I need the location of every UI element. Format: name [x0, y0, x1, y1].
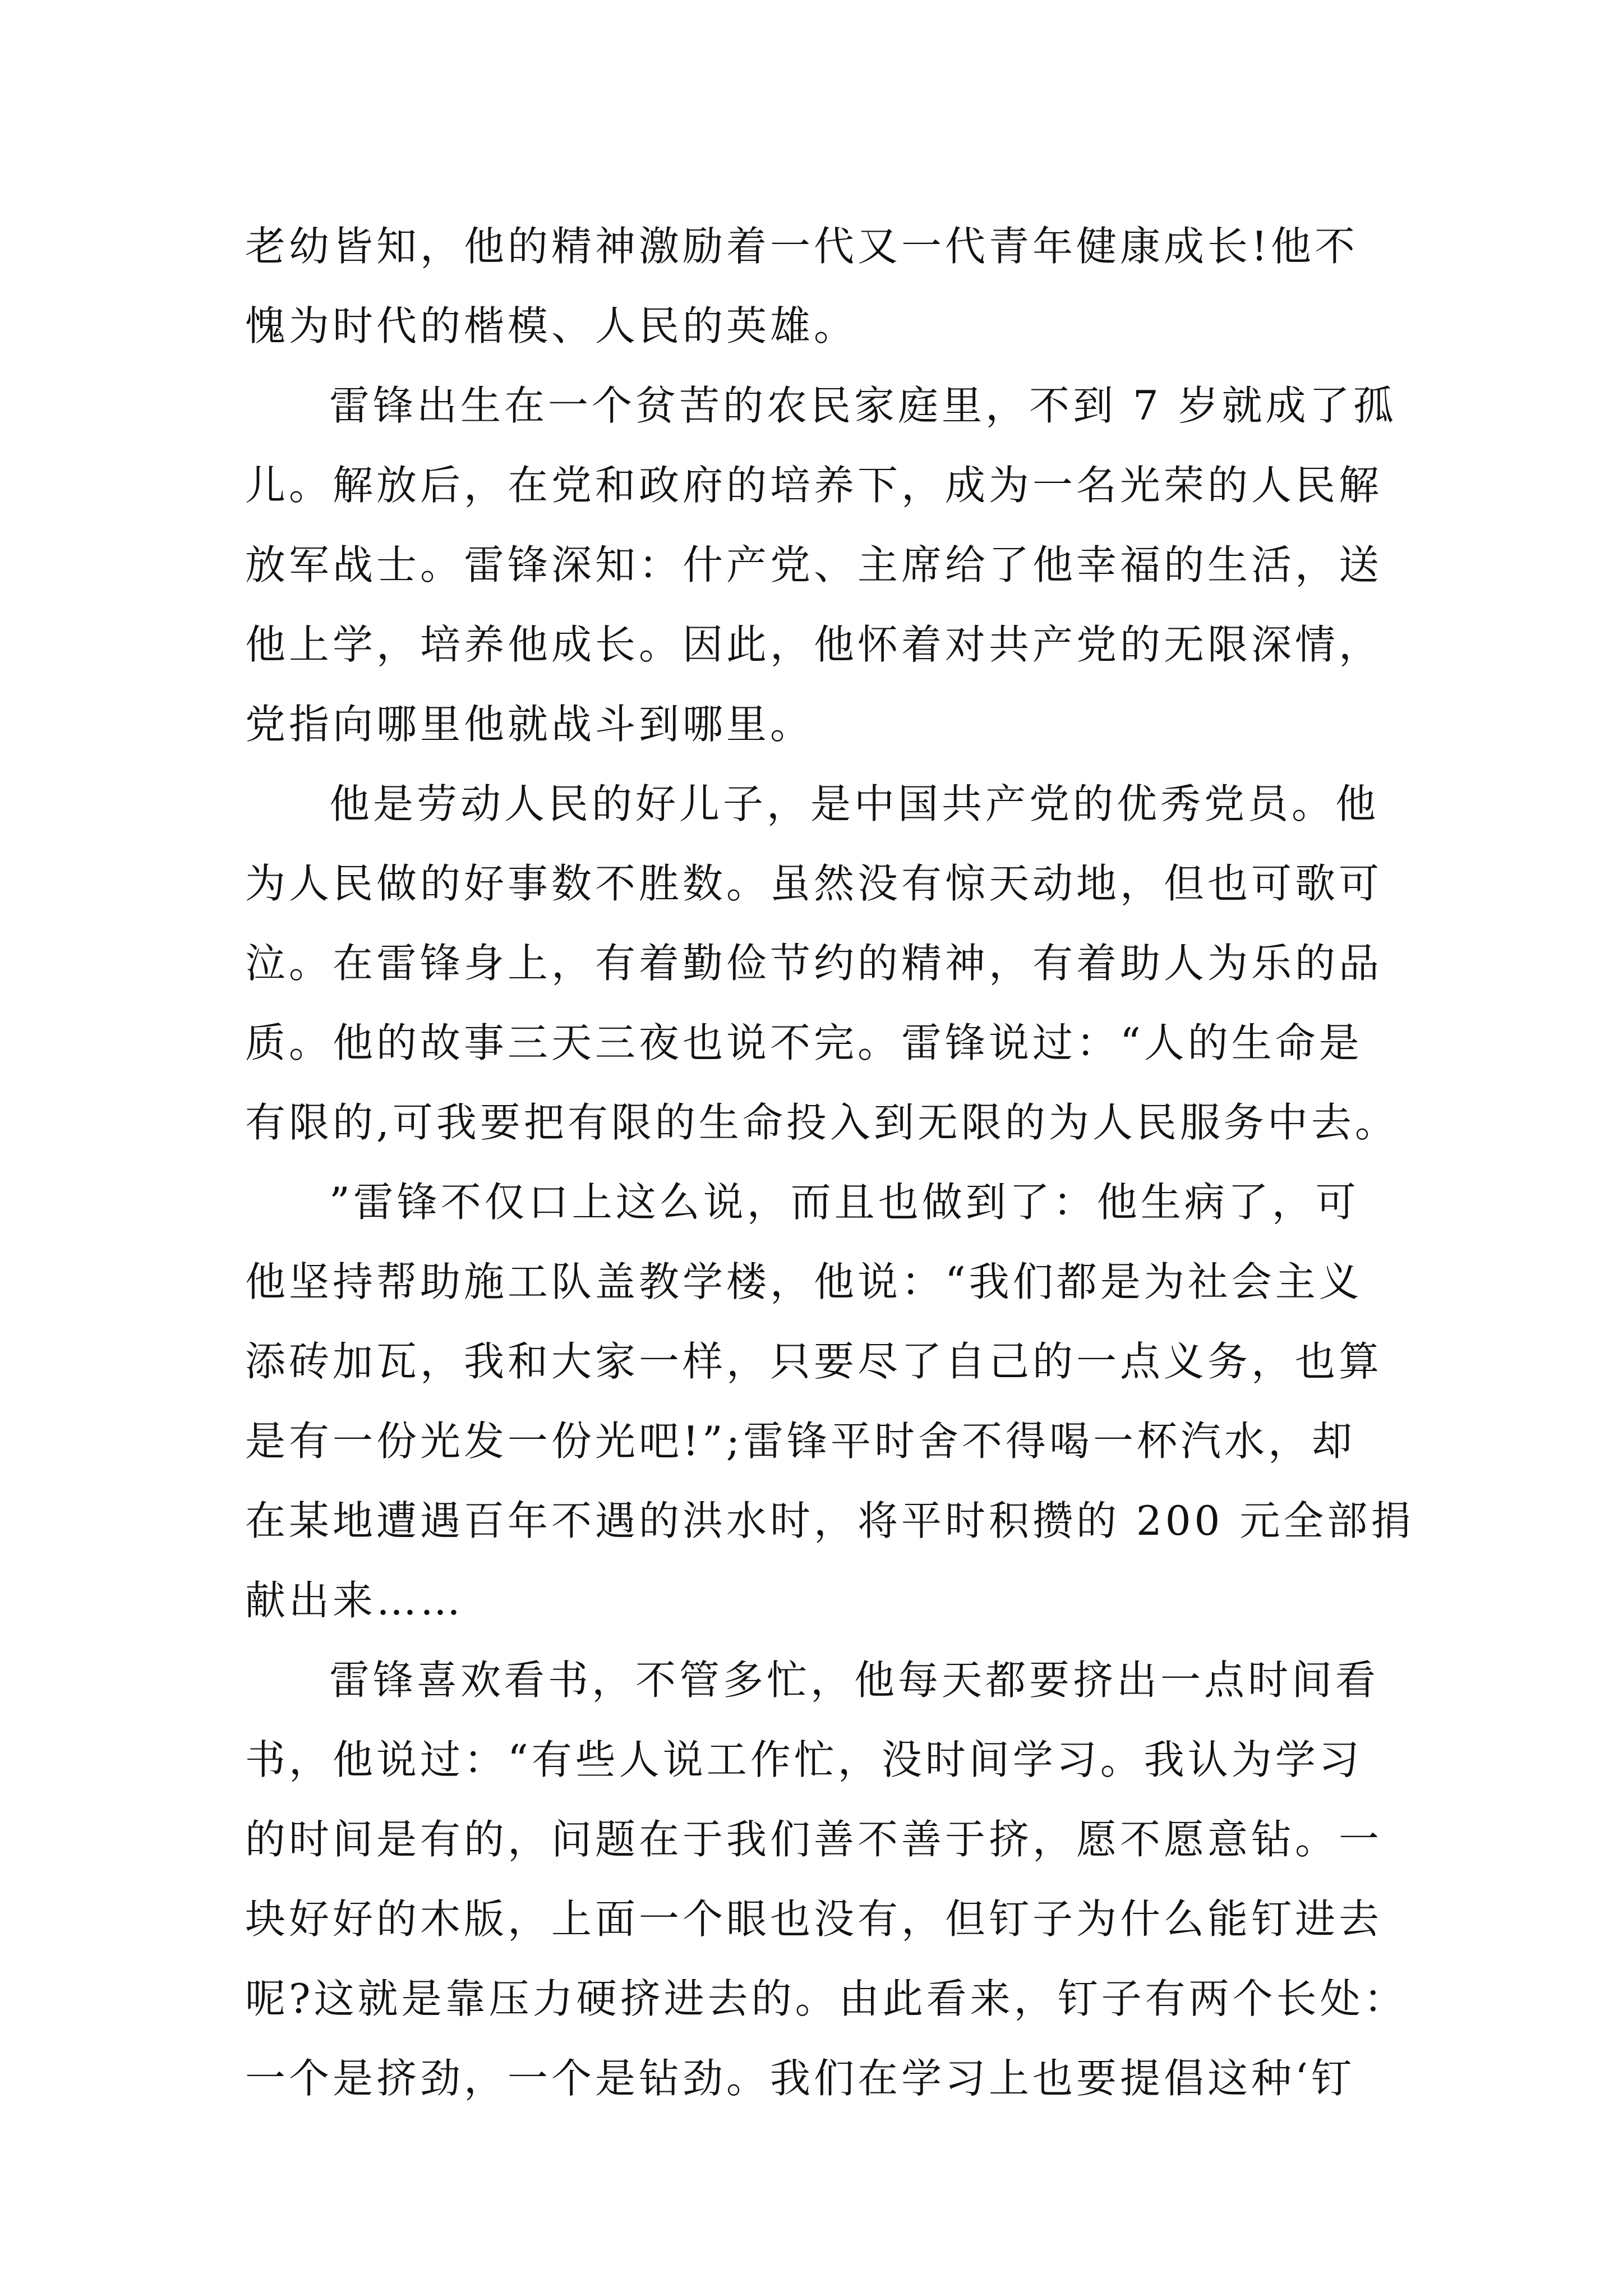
text-line: 的时间是有的，问题在于我们善不善于挤，愿不愿意钻。一 — [245, 1816, 1383, 1863]
text-line: 他是劳动人民的好儿子，是中国共产党的优秀党员。他 — [329, 780, 1380, 827]
text-line: 书，他说过：“有些人说工作忙，没时间学习。我认为学习 — [245, 1736, 1363, 1783]
text-line: 放军战士。雷锋深知：什产党、主席给了他幸福的生活，送 — [245, 541, 1383, 588]
text-line: 在某地遭遇百年不遇的洪水时，将平时积攒的 200 元全部捐 — [245, 1497, 1415, 1544]
text-line: 添砖加瓦，我和大家一样，只要尽了自己的一点义务，也算 — [245, 1338, 1383, 1385]
text-line: 雷锋出生在一个贫苦的农民家庭里，不到 7 岁就成了孤 — [329, 382, 1397, 429]
text-line: 献出来…… — [245, 1577, 464, 1624]
text-line: 一个是挤劲，一个是钻劲。我们在学习上也要提倡这种‘钉 — [245, 2055, 1355, 2102]
text-line: 为人民做的好事数不胜数。虽然没有惊天动地，但也可歌可 — [245, 860, 1383, 907]
text-line: 党指向哪里他就战斗到哪里。 — [245, 701, 814, 748]
text-line: ”雷锋不仅口上这么说，而且也做到了：他生病了，可 — [329, 1179, 1359, 1226]
text-line: 儿。解放后，在党和政府的培养下，成为一名光荣的人民解 — [245, 462, 1383, 509]
text-line: 泣。在雷锋身上，有着勤俭节约的精神，有着助人为乐的品 — [245, 940, 1383, 987]
text-line: 是有一份光发一份光吧!”;雷锋平时舍不得喝一杯汽水，却 — [245, 1418, 1356, 1465]
text-line: 老幼皆知，他的精神激励着一代又一代青年健康成长!他不 — [245, 223, 1358, 270]
text-line: 愧为时代的楷模、人民的英雄。 — [245, 302, 858, 349]
text-line: 质。他的故事三天三夜也说不完。雷锋说过：“人的生命是 — [245, 1019, 1363, 1066]
text-line: 他坚持帮助施工队盖教学楼，他说：“我们都是为社会主义 — [245, 1258, 1363, 1305]
text-line: 他上学，培养他成长。因此，他怀着对共产党的无限深情， — [245, 621, 1383, 668]
text-line: 块好好的木版，上面一个眼也没有，但钉子为什么能钉进去 — [245, 1895, 1383, 1943]
text-line: 雷锋喜欢看书，不管多忙，他每天都要挤出一点时间看 — [329, 1657, 1380, 1704]
body-text — [245, 206, 1415, 2118]
text-line: 呢?这就是靠压力硬挤进去的。由此看来，钉子有两个长处： — [245, 1975, 1408, 2022]
text-line: 有限的,可我要把有限的生命投入到无限的为人民服务中去。 — [245, 1099, 1399, 1146]
